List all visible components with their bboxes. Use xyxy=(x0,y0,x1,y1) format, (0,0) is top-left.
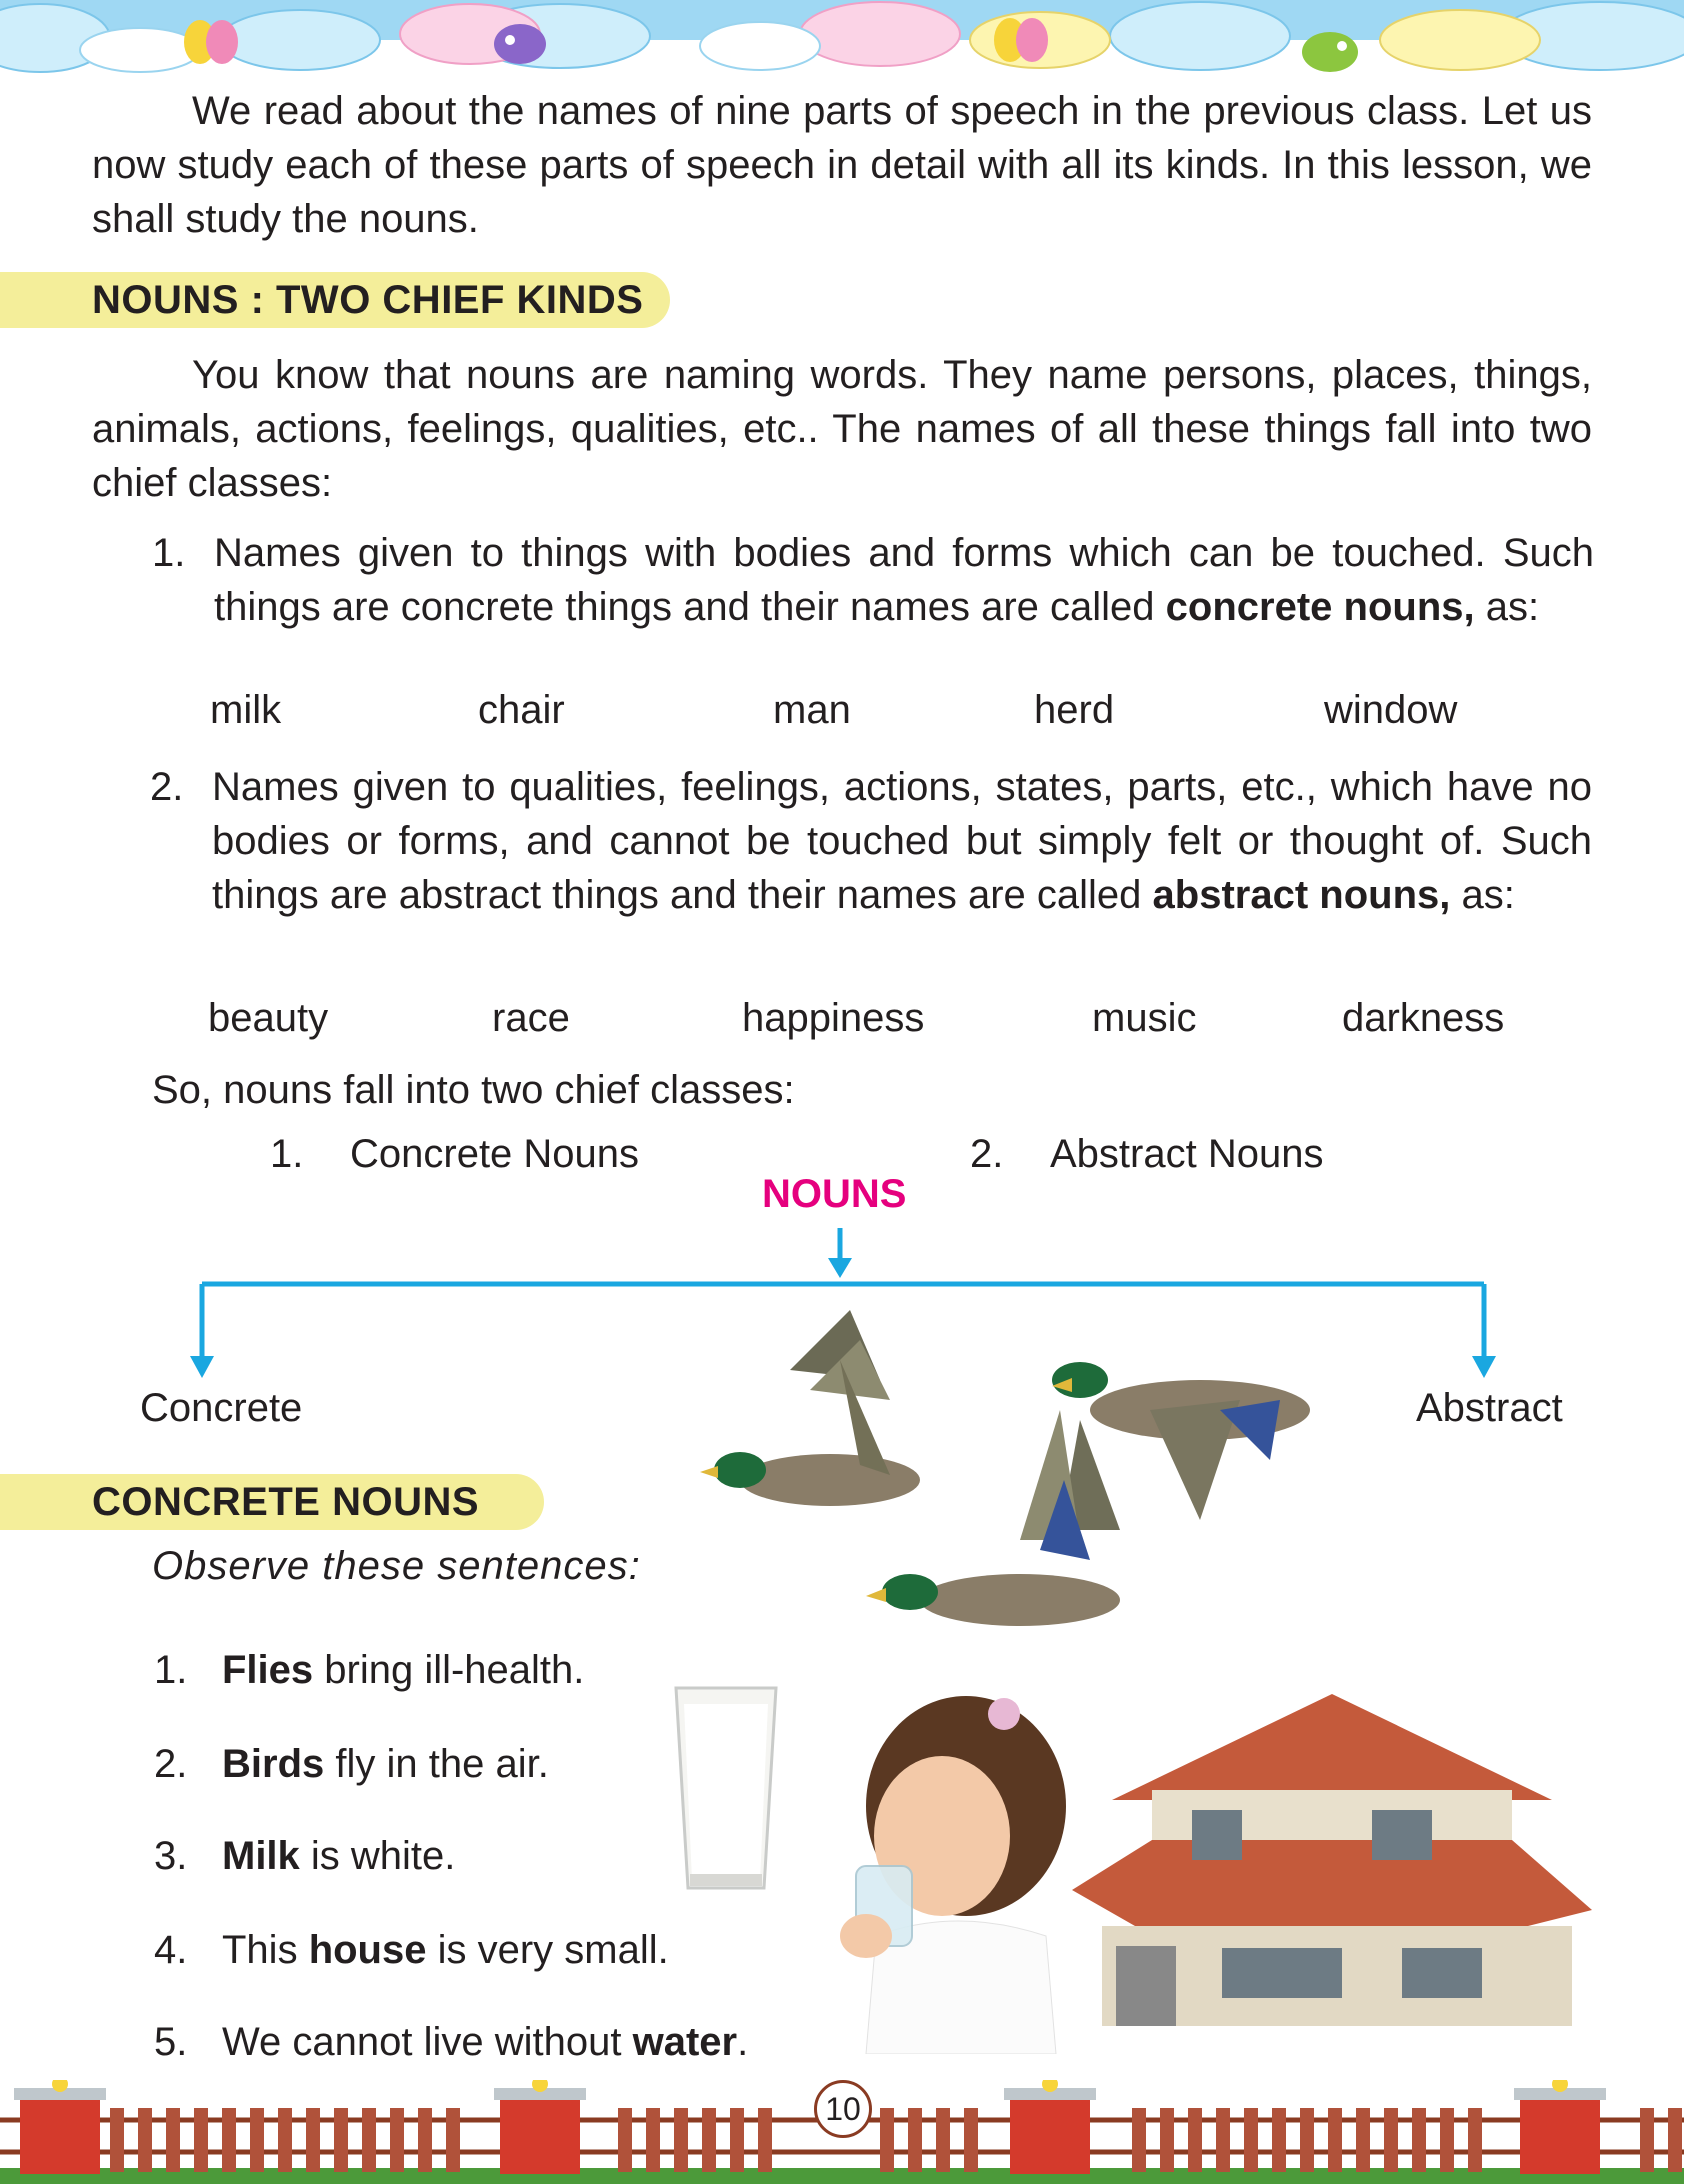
example-word: race xyxy=(492,996,570,1040)
section-heading-banner xyxy=(0,1474,544,1530)
flying-ducks-image xyxy=(680,1300,1400,1640)
arrow-down-icon xyxy=(1472,1356,1496,1378)
instruction-text: Observe these sentences: xyxy=(152,1544,641,1588)
list-text: Names given to things with bodies and forms which can be touched. Such things are concrete things and their names are called concrete nouns, as: xyxy=(214,531,1594,629)
girl-drinking-image xyxy=(826,1686,1080,2054)
example-word: man xyxy=(773,688,851,732)
example-word: window xyxy=(1324,688,1458,732)
top-cloud-border xyxy=(0,0,1684,86)
class-label: Abstract Nouns xyxy=(1050,1132,1324,1176)
butterfly-icon xyxy=(184,20,238,64)
section-heading: NOUNS : TWO CHIEF KINDS xyxy=(92,278,644,322)
example-word: milk xyxy=(210,688,282,732)
list-number: 1. xyxy=(152,531,186,575)
class-number: 2. xyxy=(970,1132,1004,1176)
example-word: beauty xyxy=(208,996,329,1040)
bird-icon xyxy=(494,24,546,64)
list-item xyxy=(150,760,1592,976)
duck-icon xyxy=(700,1310,920,1506)
milk-glass-image xyxy=(670,1684,782,1896)
section-heading-banner xyxy=(0,272,670,328)
class-label: Concrete Nouns xyxy=(350,1132,640,1176)
intro-paragraph: We read about the names of nine parts of speech in the previous class. Let us now study each of these parts of speech in detail with all its kinds. In this lesson, we shall study the nouns. xyxy=(92,89,1592,241)
arrow-down-icon xyxy=(828,1258,852,1278)
example-word: chair xyxy=(478,688,565,732)
duck-icon xyxy=(866,1410,1120,1626)
diagram-right-label: Abstract xyxy=(1416,1386,1563,1430)
example-word: happiness xyxy=(742,996,925,1040)
bird-icon xyxy=(1302,32,1358,72)
section1-paragraph: You know that nouns are naming words. They name persons, places, things, animals, actions, feelings, qualities, etc.. The names of all these things fall into two chief classes: xyxy=(92,353,1592,505)
example-word: herd xyxy=(1034,688,1115,732)
diagram-root-label: NOUNS xyxy=(762,1172,907,1216)
list-item xyxy=(152,526,1592,686)
example-word: darkness xyxy=(1342,996,1505,1040)
butterfly-icon xyxy=(994,18,1048,62)
arrow-down-icon xyxy=(190,1356,214,1378)
page-number: 10 xyxy=(814,2080,872,2138)
section-heading: CONCRETE NOUNS xyxy=(92,1480,480,1524)
diagram-left-label: Concrete xyxy=(140,1386,303,1430)
list-number: 2. xyxy=(150,765,184,809)
summary-text: So, nouns fall into two chief classes: xyxy=(152,1068,795,1112)
house-image xyxy=(1072,1690,1596,2036)
example-word: music xyxy=(1092,996,1197,1040)
class-number: 1. xyxy=(270,1132,304,1176)
list-text: Names given to qualities, feelings, actions, states, parts, etc., which have no bodies or forms, and cannot be touched but simply felt or thought of. Such things are abstract things and their names are called abstract nouns, as: xyxy=(212,765,1592,917)
